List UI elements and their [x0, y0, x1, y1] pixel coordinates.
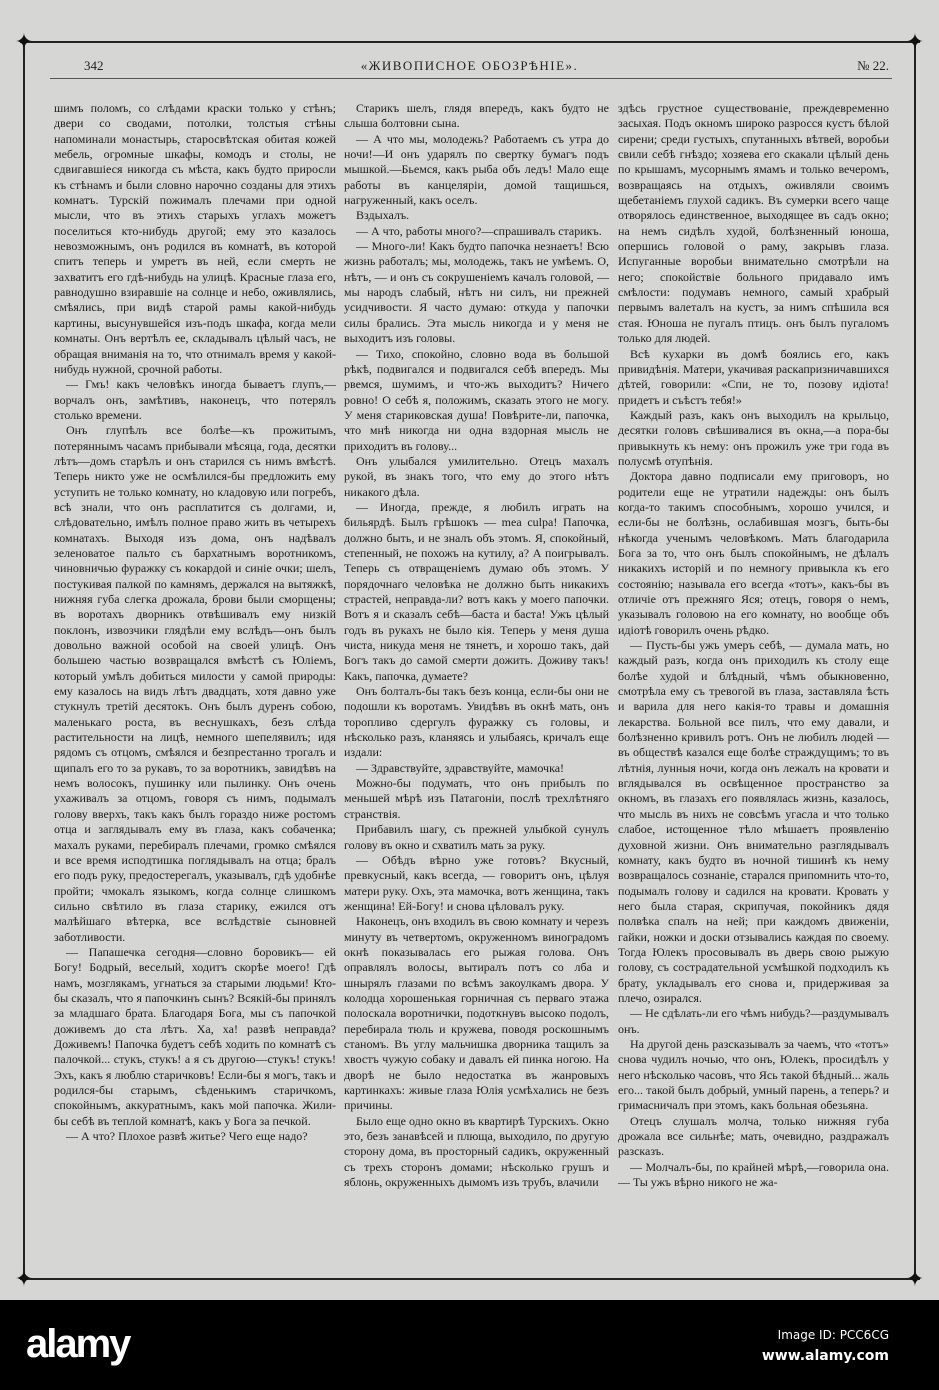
corner-ornament-icon: ✦ — [14, 29, 34, 54]
corner-ornament-icon: ✦ — [905, 1266, 925, 1291]
paragraph: Онъ глупѣлъ все болѣе—къ прожитымъ, потеряннымъ часамъ прибывали мѣсяца, года, десятки лѣтъ—домъ старѣлъ и онъ старился съ нимъ вмѣстѣ. Теперь никто уже не осмѣлился-бы предложить ему уступить не только комнату, но кладовую или погребъ, всѣ знали, что онъ расплатится съ долгами, и, слѣдовательно, имѣлъ полное право жить въ четырехъ комнатахъ. Выходя изъ дома, онъ надѣвалъ зеленоватое пальто съ бархатнымъ воротникомъ, чиновничью фуражку съ кокардой и синiе очки; шелъ, постукивая палкой по камнямъ, держался на вытяжкѣ, нижняя губа слегка дрожала, брови были сморщены; въ воротахъ дворникъ отвѣшивалъ ему низкiй поклонъ, извозчики глядѣли ему вслѣдъ—онъ былъ довольно важной особой на своей улицѣ. Онъ большею частью возвращался вмѣстѣ съ Юлiемъ, который умѣлъ добиться милости у самой природы: ему казалось на видъ лѣтъ двадцать, хотя давно уже стукнулъ третiй десятокъ. Онъ былъ дуренъ собою, маленькаго роста, въ веснушкахъ, безъ слѣда растительности на лицѣ, немного шепелявилъ; идя рядомъ съ отцомъ, смѣялся и безпрестанно трогалъ и щипалъ его то за рукавъ, то за воротникъ, завидѣвъ на немъ волосокъ, пушинку или пылинку. Онъ очень ухаживалъ за отцомъ, говоря съ нимъ, подымалъ голову вверхъ, такъ какъ былъ гораздо ниже ростомъ отца и заглядывалъ ему въ глаза, какъ собаченка; махалъ руками, перебиралъ плечами, громко смѣялся и все время исподтишка поглядывалъ на отца; бралъ его подъ руку, предостерегалъ, указывалъ, гдѣ удобнѣе пройти; чмокалъ языкомъ, когда солнце слишкомъ сильно свѣтило въ глаза старику, ежился отъ малѣйшаго вѣтерка, все вслѣдствiе сыновней заботливости. — [54, 423, 336, 944]
bottom-border-rule — [20, 1278, 920, 1280]
paragraph: — Тихо, спокойно, словно вода въ большой рѣкѣ, подвигался и подвигался себѣ впередъ. Мы рвемся, шумимъ, и что-жъ выходитъ? Ничего ровно! О себѣ я, положимъ, сказать этого не могу. У меня стариковская душа! Повѣрите-ли, папочка, что мнѣ никогда ни одна вздорная мысль не приходитъ въ голову... — [344, 346, 609, 453]
paragraph: Наконецъ, онъ входилъ въ свою комнату и черезъ минуту въ четвертомъ, окруженномъ виноградомъ окнѣ показывалась его рыжая голова. Онъ оправлялъ волосы, вытиралъ потъ со лба и шнырялъ глазами по всѣмъ закоулкамъ двора. У колодца хорошенькая горничная съ перваго этажа полоскала воротнички, подоткнувъ высоко подолъ, перебирала тюль и кружева, поводя роскошнымъ станомъ. Въ углу мальчишка дворника тащилъ за хвостъ чужую собаку и давалъ ей пинка ногою. На дворѣ не было недостатка въ жанровыхъ картинкахъ: живые глаза Юлiя усмѣхались не безъ причины. — [344, 914, 609, 1113]
paragraph: — Молчалъ-бы, по крайней мѣрѣ,—говорила она. — Ты ужъ вѣрно никого не жа- — [618, 1159, 889, 1190]
paragraph: Прибавилъ шагу, съ прежней улыбкой сунулъ голову въ окно и схватилъ мать за руку. — [344, 822, 609, 852]
corner-ornament-icon: ✦ — [905, 29, 925, 54]
paragraph: Онъ улыбался умилительно. Отецъ махалъ рукой, въ знакъ того, что ему до этого нѣтъ никакого дѣла. — [344, 453, 609, 499]
paragraph: Можно-бы подумать, что онъ прибылъ по меньшей мѣрѣ изъ Патагонiи, послѣ трехлѣтняго странствiя. — [344, 776, 609, 821]
paragraph: — Папашечка сегодня—словно боровикъ— ей Богу! Бодрый, веселый, ходитъ скорѣе моего! Гдѣ намъ, мозглякамъ, угнаться за старыми людьми! Кто-бы сказалъ, что я папочкинъ сынъ? Всякiй-бы принялъ за младшаго брата. Благодаря Бога, мы съ папочкой доживемъ до ста лѣтъ. Ха, ха! развѣ неправда? Доживемъ! Папочка будетъ себѣ ходить по комнатѣ съ палочкой... стукъ, стукъ! а я съ другою—стукъ! стукъ! Эхъ, какъ я люблю старичковъ! Если-бы я могъ, такъ и родился-бы старымъ, сѣденькимъ старичкомъ, спокойнымъ, аккуратнымъ, какъ мой папочка. Жили-бы себѣ въ теплой комнатѣ, какъ у Бога за печкой. — [54, 944, 336, 1128]
paragraph: Отецъ слушалъ молча, только нижняя губа дрожала все сильнѣе; мать, очевидно, раздражалъ разсказъ. — [618, 1113, 889, 1159]
text-column-1 — [54, 101, 336, 1144]
paragraph: шимъ поломъ, со слѣдами краски только у стѣнъ; двери со сводами, потолки, толстыя стѣны напоминали монастырь, старосвѣтская обитая кожей мебель, огромные шкафы, комодъ и столы, не сдвигавшiеся никогда съ мѣста, какъ будто приросли къ стѣнамъ и были словно нарочно созданы для этихъ комнатъ. Турскiй пожималъ плечами при одной мысли, что въ этихъ старыхъ углахъ можетъ поселиться кто-нибудь другой; ему это казалось невозможнымъ, онъ родился въ комнатѣ, въ которой спитъ теперь и умретъ въ ней, если смерть не захватитъ его гдѣ-нибудь на улицѣ. Красные глаза его, равнодушно взиравшiе на солнце и небо, оживлялись, смѣялись, при видѣ старой рамы какой-нибудь картины, высунувшейся изъ-подъ шкафа, когда мели комнаты. Онъ вертѣлъ ее, складывалъ цѣлый часъ, не обращая вниманiя на то, что отнималъ время у какой-нибудь нужной, срочной работы. — [54, 101, 336, 376]
paragraph: — Много-ли! Какъ будто папочка незнаетъ! Всю жизнь работалъ; мы, молодежь, такъ не умѣемъ. О, нѣтъ, — и онъ съ сокрушенiемъ качалъ головой, — мы народъ слабый, нѣтъ ни силъ, ни прежней усидчивости. Я часто думаю: откуда у папочки силы брались. Эта мысль никогда и у меня не выходитъ изъ головы. — [344, 239, 609, 346]
paragraph: — А что? Плохое развѣ житье? Чего еще надо? — [66, 1129, 308, 1144]
paragraph: — Здравствуйте, здравствуйте, мамочка! — [356, 760, 565, 775]
paragraph: Онъ болталъ-бы такъ безъ конца, если-бы они не подошли къ воротамъ. Увидѣвъ въ окнѣ мать, онъ торопливо сдергулъ фуражку съ головы, и нѣсколько разъ, кланяясь и улыбаясь, кричалъ еще издали: — [344, 684, 609, 760]
paragraph: — Обѣдъ вѣрно уже готовъ? Вкусный, превкусный, какъ всегда, — говоритъ онъ, цѣлуя матери руку. Охъ, эта мамочка, вотъ женщина, такъ женщина! Ей-Богу! и снова цѣловалъ руку. — [344, 852, 609, 913]
paragraph: — Не сдѣлать-ли его чѣмъ нибудь?—раздумывалъ онъ. — [618, 1006, 889, 1036]
paragraph: — А что, работы много?—спрашивалъ старикъ. — [356, 223, 602, 238]
corner-ornament-icon: ✦ — [14, 1266, 34, 1291]
paragraph: — Иногда, прежде, я любилъ играть на бильярдѣ. Былъ грѣшокъ — mea culpa! Папочка, должно быть, и не зналъ объ этомъ. Я, спокойный, степенный, не похожъ на кутилу, а? А поигрывалъ. Теперь съ отвращенiемъ думаю объ этомъ. У порядочнаго человѣка не должно быть никакихъ страстей, неправда-ли? вотъ какъ у моего папочки. Вотъ я и сказалъ себѣ—баста и баста! Ужъ цѣлый годъ въ рукахъ не было кiя. Теперь у меня душа чиста, никуда меня не тянетъ, и хорошо такъ, дай Богъ такъ до самой смерти дожить. Доживу такъ! Какъ, папочка, думаете? — [344, 499, 609, 683]
text-column-2 — [344, 101, 609, 1190]
paragraph: — Гмъ! какъ человѣкъ иногда бываетъ глупъ,— ворчалъ онъ, замѣтивъ, наконецъ, что потерялъ столько времени. — [54, 377, 336, 422]
paragraph: здѣсь грустное существованiе, преждевременно засыхая. Подъ окномъ широко разросся кустъ бѣлой сирени; среди густыхъ, спутанныхъ вѣтвей, воробьи свили себѣ гнѣздо; хозяева его скакали цѣлый день по крышамъ, мусорнымъ ямамъ и только вечеромъ, возвращаясь на отдыхъ, оживляли своимъ щебетанiемъ глухой садикъ. Въ сумерки всего чаще отворялось единственное, выходящее въ садъ окно; на немъ сидѣлъ худой, болѣзненный юноша, опершись головой о раму, закрывъ глаза. Испуганные воробьи внимательно смотрѣли на него; спокойствiе больного придавало имъ смѣлости: подумавъ немного, самый храбрый первымъ валеталъ на кустъ, за нимъ спѣшила вся стая. Юноша не пугалъ птицъ. онъ былъ пугаломъ только для людей. — [618, 101, 889, 346]
image-id: Image ID: PCC6CG — [777, 1328, 889, 1342]
paragraph: — Пусть-бы ужъ умеръ себѣ, — думала мать, но каждый разъ, когда онъ приходилъ къ столу еще болѣе худой и блѣдный, чѣмъ обыкновенно, смотрѣла ему съ тревогой въ глаза, заставляла ѣсть и варила для него какiя-то травы и домашнiя лекарства. Больной все пилъ, что ему давали, и болѣзненно кривилъ ротъ. Онъ не любилъ людей — въ обществѣ казался еще болѣе страждущимъ; то въ лѣтнiя, лунныя ночи, когда онъ лежалъ на кровати и вглядывался въ освѣщенное пространство за окномъ, въ глазахъ его появлялась жизнь, казалось, что мысль въ нихъ не совсѣмъ угасла и что только слабое, истощенное тѣло мѣшаетъ проявленiю духовной жизни. Онъ внимательно разглядывалъ комнату, какъ будто въ ночной тишинѣ къ нему возвращалось сознанiе, старался припомнить что-то, подымалъ голову и садился на кровати. Кровать у него была старая, скрипучая, покойникъ дядя полвѣка спалъ на ней; при каждомъ движенiи, гайки, ножки и доски отзывались каждая по своему. Тогда Юлекъ просовывалъ въ дверь свою рыжую голову, съ сострадательной усмѣшкой подходилъ къ брату, укладывалъ его снова и, придерживая за плечо, озирался. — [618, 638, 889, 1005]
page-number: 342 — [84, 58, 104, 73]
watermark-url: www.alamy.com — [761, 1348, 889, 1364]
journal-title: «ЖИВОПИСНОЕ ОБОЗРѢНIЕ». — [360, 58, 579, 73]
paragraph: На другой день разсказывалъ за чаемъ, что «тотъ» снова чудилъ ночью, что онъ, Юлекъ, просидѣлъ у него нѣсколько часовъ, что Ясь такой бѣдный... жаль его... такой былъ добрый, умный парень, а теперь? и гримасничалъ при этомъ, какъ больная обезьяна. — [618, 1036, 889, 1113]
right-border-rule — [914, 40, 916, 1280]
alamy-logo: alamy — [26, 1322, 130, 1366]
issue-number: № 22. — [857, 58, 889, 73]
paragraph: Вздыхалъ. — [356, 208, 410, 223]
paragraph: — А что мы, молодежь? Работаемъ съ утра до ночи!—И онъ ударялъ по свертку бумагъ подъ мышкой.—Бьемся, какъ рыба объ ледъ! Мало еще работы въ канцелярiи, домой тащишься, нагруженный, какъ оселъ. — [344, 131, 609, 208]
paragraph: Каждый разъ, какъ онъ выходилъ на крыльцо, десятки головъ свѣшивалися въ окна,—а пора-бы привыкнуть къ нему: онъ прожилъ уже три года въ полусмѣ отупѣнiя. — [618, 407, 889, 468]
top-border-rule — [20, 41, 920, 43]
paragraph: Всѣ кухарки въ домѣ боялись его, какъ привидѣнiя. Матери, укачивая раскапризничавшихся дѣтей, говорили: «Спи, не то, позову идiота! придетъ и съѣстъ тебя!» — [618, 346, 889, 407]
text-column-3 — [618, 101, 889, 1190]
paragraph: Было еще одно окно въ квартирѣ Турскихъ. Окно это, безъ занавѣсей и плюща, выходило, по другую сторону дома, въ просторный садикъ, окруженный съ трехъ сторонъ домами; нѣсколько грушъ и яблонь, окруженныхъ дымомъ изъ трубъ, влачили — [344, 1113, 609, 1190]
left-border-rule — [23, 40, 25, 1280]
paragraph: Доктора давно подписали ему приговоръ, но родители еще не утратили надежды: онъ былъ когда-то такимъ способнымъ, хорошо учился, и если-бы не болѣзнь, ослабившая мозгъ, быть-бы нѣкогда ученымъ человѣкомъ. Мать благодарила Бога за то, что онъ былъ спокойнымъ, не дѣлалъ никакихъ исторiй и по немногу привыкла къ его состоянiю; называла его всегда «тотъ», какъ-бы въ отличiе отъ прежняго Яся; отецъ, говоря о немъ, указывалъ головою на его комнату, но вообще объ идiотѣ говорилъ очень рѣдко. — [618, 469, 889, 637]
header-rule — [50, 78, 892, 79]
paragraph: Старикъ шелъ, глядя впередъ, какъ будто не слыша болтовни сына. — [344, 101, 609, 131]
